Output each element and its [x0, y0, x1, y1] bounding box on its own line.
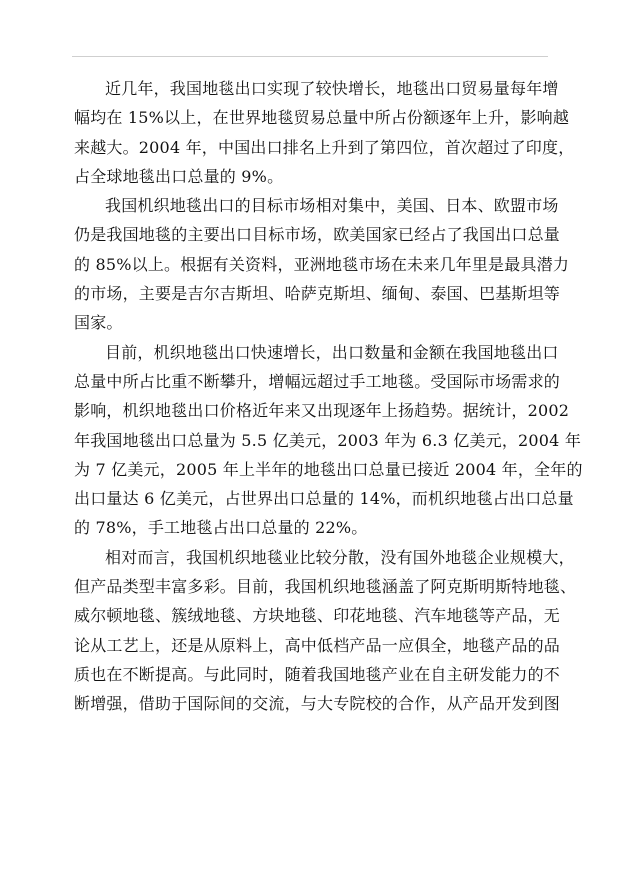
paragraph-2	[74, 191, 570, 337]
text-line: 断增强，借助于国际间的交流，与大专院校的合作，从产品开发到图	[74, 694, 561, 714]
text-line: 威尔顿地毯、簇绒地毯、方块地毯、印花地毯、汽车地毯等产品，无	[74, 606, 561, 626]
text-line: 总量中所占比重不断攀升，增幅远超过手工地毯。受国际市场需求的	[74, 371, 561, 391]
text-line: 但产品类型丰富多彩。目前，我国机织地毯涵盖了阿克斯明斯特地毯、	[74, 577, 577, 597]
text-line: 论从工艺上，还是从原料上，高中低档产品一应俱全，地毯产品的品	[74, 635, 561, 655]
text-line: 相对而言，我国机织地毯业比较分散，没有国外地毯企业规模大，	[105, 547, 575, 567]
text-line: 来越大。2004 年，中国出口排名上升到了第四位，首次超过了印度，	[74, 137, 575, 157]
document-body	[74, 74, 583, 719]
text-line: 国家。	[74, 313, 123, 333]
text-line: 的市场，主要是吉尔吉斯坦、哈萨克斯坦、缅甸、泰国、巴基斯坦等	[74, 284, 561, 304]
text-line: 影响，机织地毯出口价格近年来又出现逐年上扬趋势。据统计，2002	[74, 401, 570, 421]
text-line: 目前，机织地毯出口快速增长，出口数量和金额在我国地毯出口	[105, 342, 559, 362]
text-line: 的 85%以上。根据有关资料，亚洲地毯市场在未来几年里是最具潜力	[74, 254, 570, 274]
paragraph-1	[74, 74, 575, 191]
text-line: 年我国地毯出口总量为 5.5 亿美元，2003 年为 6.3 亿美元，2004 年	[74, 430, 582, 450]
text-line: 的 78%，手工地毯占出口总量的 22%。	[74, 518, 368, 538]
text-line: 质也在不断提高。与此同时，随着我国地毯产业在自主研发能力的不	[74, 664, 561, 684]
text-line: 出口量达 6 亿美元，占世界出口总量的 14%，而机织地毯占出口总量	[74, 489, 574, 509]
paragraph-3	[74, 338, 583, 543]
text-line: 近几年，我国地毯出口实现了较快增长，地毯出口贸易量每年增	[105, 79, 559, 98]
text-line: 幅均在 15%以上，在世界地毯贸易总量中所占份额逐年上升，影响越	[74, 108, 570, 128]
header-rule	[72, 56, 548, 57]
text-line: 我国机织地毯出口的目标市场相对集中，美国、日本、欧盟市场	[105, 196, 559, 216]
text-line: 为 7 亿美元，2005 年上半年的地毯出口总量已接近 2004 年，全年的	[74, 459, 583, 479]
text-line: 占全球地毯出口总量的 9%。	[74, 166, 284, 186]
text-line: 仍是我国地毯的主要出口目标市场，欧美国家已经占了我国出口总量	[74, 225, 561, 245]
paragraph-4	[74, 543, 577, 719]
